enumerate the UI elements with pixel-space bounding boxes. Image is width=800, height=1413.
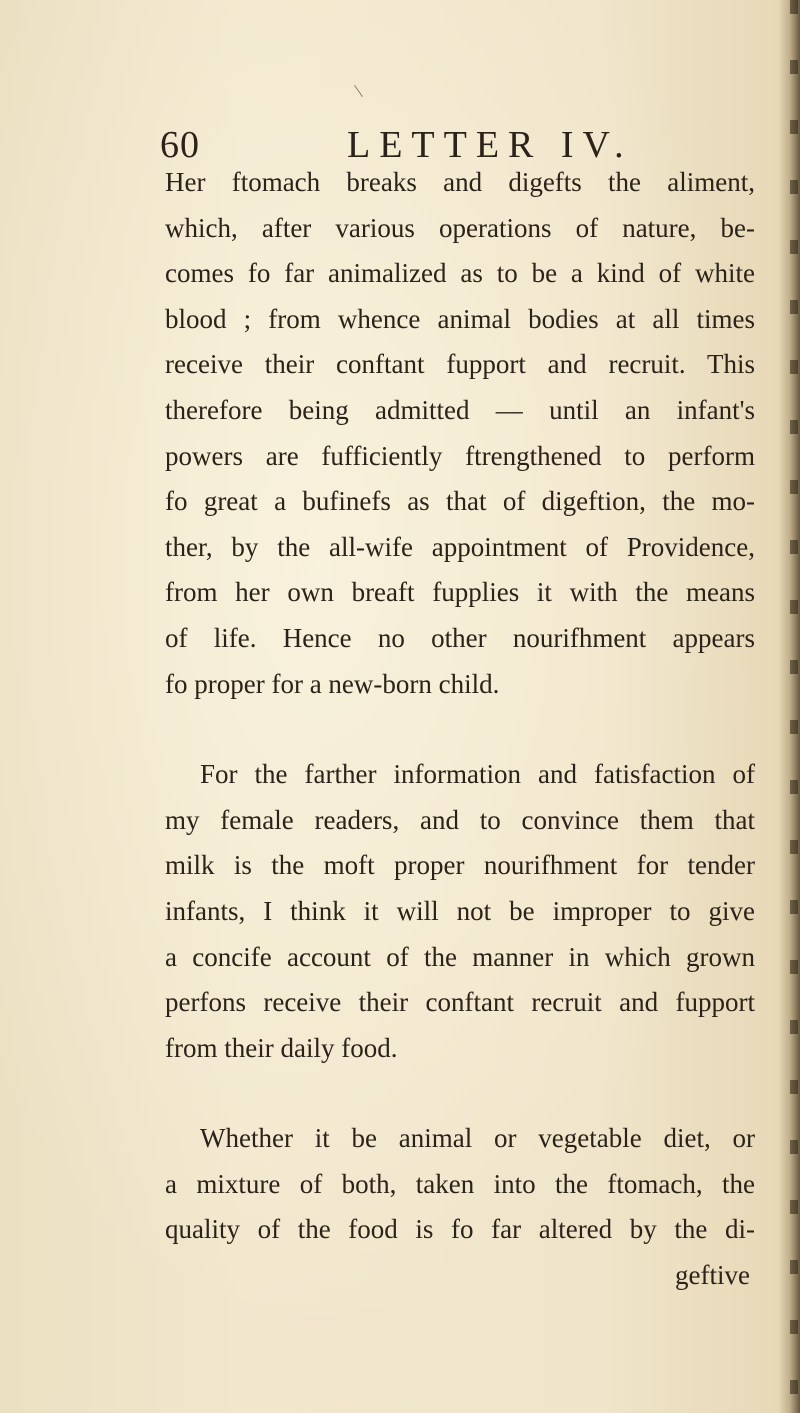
text-line: a concife account of the manner in which grown [165,941,755,972]
text-line: quality of the food is fo far altered by the di- [165,1214,755,1245]
text-line: Whether it be animal or vegetable diet, or [200,1123,755,1154]
text-line: perfons receive their conftant recruit and fupport [165,987,755,1018]
text-line: comes fo far animalized as to be a kind of white [165,258,755,289]
catchword: geftive [675,1260,750,1291]
text-line: fo great a bufinefs as that of digeftion, the mo- [165,486,755,517]
text-line: milk is the moft proper nourifhment for tender [165,850,755,881]
text-line: Her ftomach breaks and digefts the aliment, [165,167,755,197]
text-line: blood ; from whence animal bodies at all times [165,303,755,334]
body-text [165,160,755,1299]
text-line: infants, I think it will not be improper to give [165,895,755,926]
text-line: my female readers, and to convince them that [165,804,755,835]
text-line: receive their conftant fupport and recruit. This [165,349,755,380]
text-line: For the farther information and fatisfaction of [200,759,755,790]
text-line: powers are fufficiently ftrengthened to perform [165,440,755,471]
paragraph-spacer [165,707,755,752]
paragraph-spacer [165,1071,755,1116]
text-line: fo proper for a new-born child. [165,668,500,699]
ink-mark [354,85,363,97]
page-number: 60 [160,124,200,166]
text-line: therefore being admitted — until an infant's [165,394,755,425]
text-line: which, after various operations of nature, be- [165,212,755,243]
running-head: LETTER IV. [347,124,633,166]
paragraph-1 [165,160,755,707]
paragraph-3 [165,1116,755,1298]
text-line: of life. Hence no other nourifhment appears [165,622,755,653]
page-edge-shadow [778,0,800,1413]
text-line: from her own breaft fupplies it with the means [165,577,755,608]
text-line: ther, by the all-wife appointment of Providence, [165,531,755,562]
text-line: from their daily food. [165,1032,398,1063]
paragraph-2 [165,752,755,1071]
edge-flecks [790,0,798,1413]
text-line: a mixture of both, taken into the ftomach, the [165,1168,755,1199]
